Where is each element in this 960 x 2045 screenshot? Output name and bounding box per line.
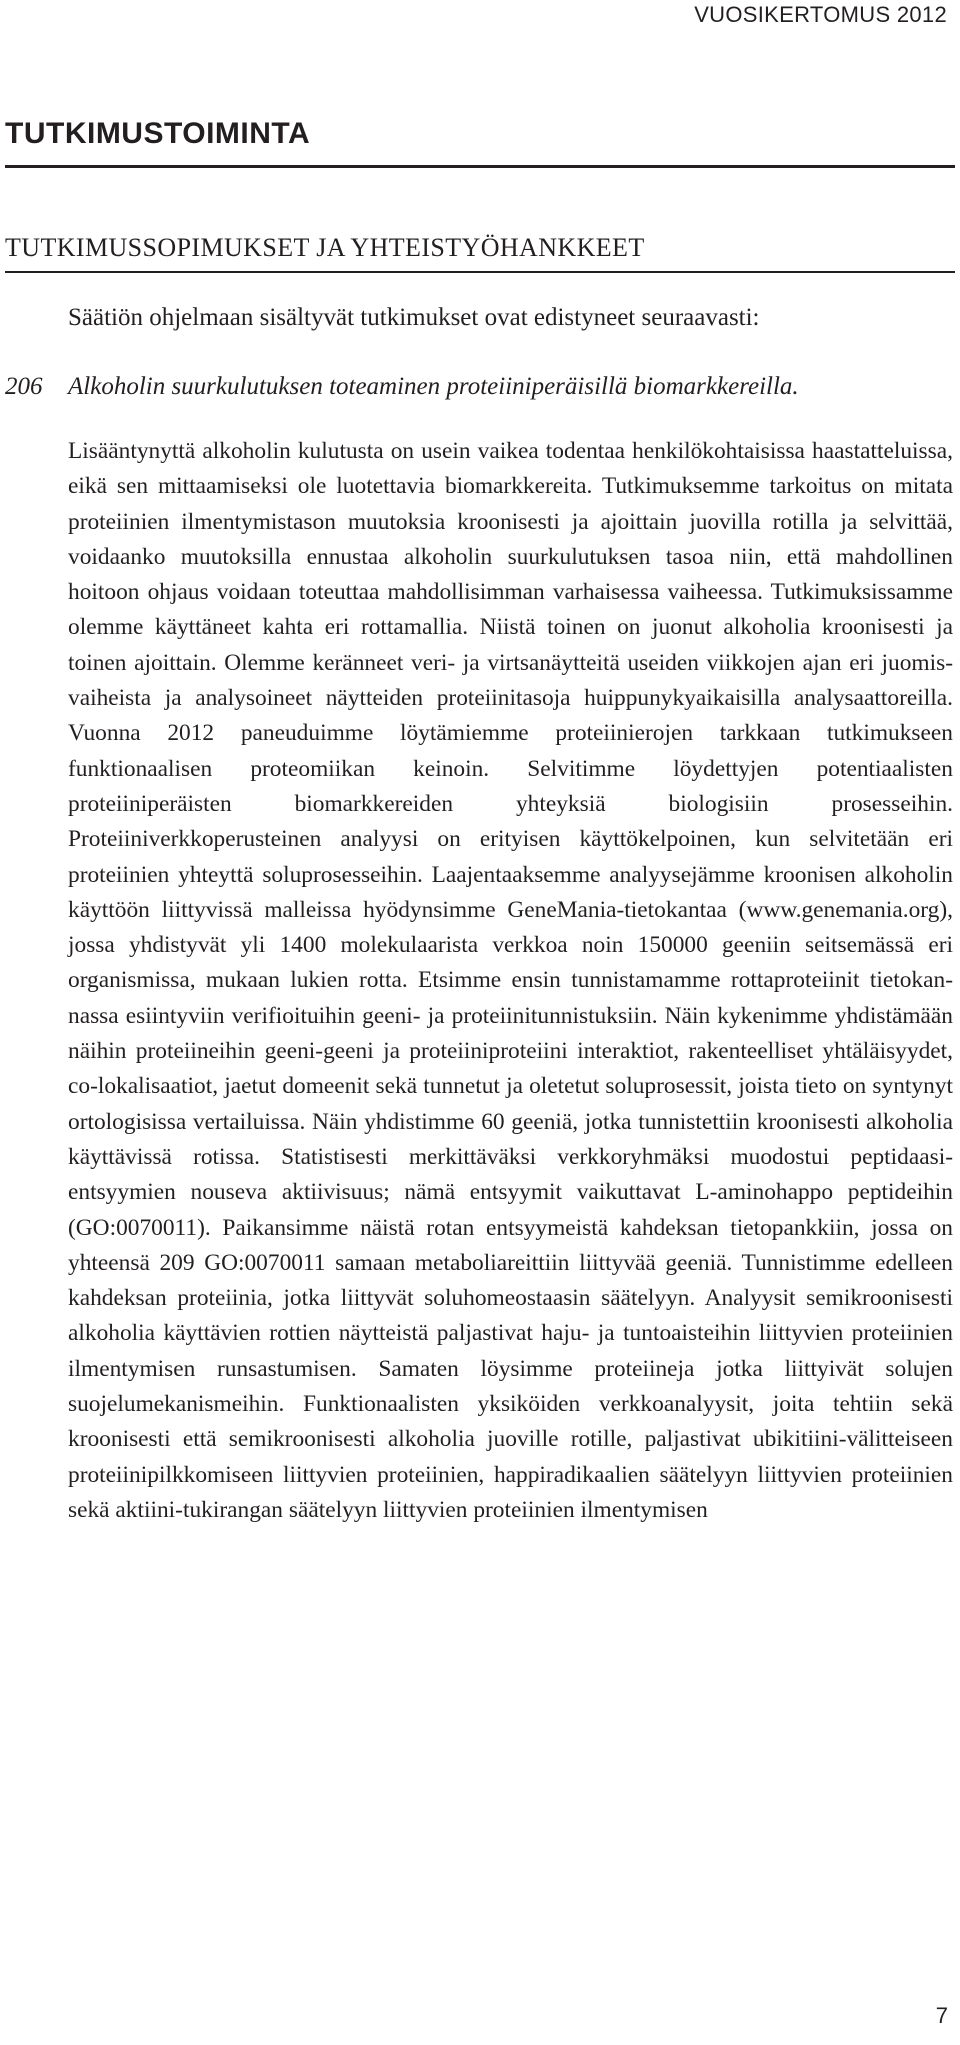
project-title: Alkoholin suurkulutuksen toteaminen proteiiniperäisillä biomarkkereilla. <box>68 373 799 400</box>
running-header: VUOSIKERTOMUS 2012 <box>694 2 947 27</box>
page-number: 7 <box>935 2003 948 2028</box>
project-body-text: Lisääntynyttä alkoholin kulutusta on usein vaikea todentaa henkilökohtaisissa haastatteluissa, eikä sen mittaamiseksi ole luotettavia biomarkkereita. Tutkimuksemme tarkoitus on mitata proteiinien ilmentymistason muutoksia kroonisesti ja ajoittain juovilla rotilla ja selvittää, voidaanko muutoksilla ennustaa alkoholin suurkulutuksen tasoa niin, että mahdollinen hoitoon ohjaus voidaan toteuttaa mahdollisimman varhaisessa vaiheessa. Tutkimuksissamme olemme käyttäneet kahta eri rottamallia. Niistä toinen on juonut alkoholia kroonisesti ja toinen ajoittain. Olemme keränneet veri- ja virtsanäytteitä useiden viikkojen ajan eri juomisvaiheista ja analysoineet näytteiden proteiinitasoja huippunykyaikaisilla analysaattoreilla. Vuonna 2012 paneuduimme löytämiemme proteiinierojen tarkkaan tutkimukseen funktionaalisen proteomiikan keinoin. Selvitimme löydettyjen potentiaalisten proteiiniperäisten biomarkkereiden yhteyksiä biologisiin prosesseihin. Proteiiniverkkoperusteinen analyysi on erityisen käyttökelpoinen, kun selvitetään eri proteiinien yhteyttä soluprosesseihin. Laajentaaksemme analyysejämme kroonisen alkoholin käyttöön liittyvissä malleissa hyödynsimme GeneMania-tietokantaa (www.genemania.org), jossa yhdistyvät yli 1400 molekulaarista verkkoa noin 150000 geeniin seitsemässä eri organismissa, mukaan lukien rotta. Etsimme ensin tunnistamamme rottaproteiinit tietokannassa esiintyviin verifioituihin geeni- ja proteiinitunnistuksiin. Näin kykenimme yhdistämään näihin proteiineihin geeni-geeni ja proteiiniproteiini interaktiot, rakenteelliset yhtäläisyydet, co-lokalisaatiot, jaetut domeenit sekä tunnetut ja oletetut soluprosessit, joista tieto on syntynyt ortologisissa vertailuissa. Näin yhdistimme 60 geeniä, jotka tunnistettiin kroonisesti alkoholia käyttävissä rotissa. Statistisesti merkittäväksi verkkoryhmäksi muodostui peptidaasi-entsyymien nouseva aktiivisuus; nämä entsyymit vaikuttavat L-aminohappo peptideihin (GO:0070011). Paikansimme näistä rotan entsyymeistä kahdeksan tietopankkiin, jossa on yhteensä 209 GO:0070011 samaan metaboliareittiin liittyvää geeniä. Tunnistimme edelleen kahdeksan proteiinia, jotka liittyvät soluhomeostaasin säätelyyn. Analyysit semikroonisesti alkoholia käyttävien rottien näytteistä paljastivat haju- ja tuntoaisteihin liittyvien proteiinien ilmentymisen runsastumisen. Samaten löysimme proteiineja jotka liittyivät solujen suojelumekanismeihin. Funktionaalisten yksiköiden verkkoanalyysit, joita tehtiin sekä kroonisesti että semikroonisesti alkoholia juoville rotille, paljastivat ubikitiini-välitteiseen proteiinipilkkomiseen liittyvien proteiinien, happiradikaalien säätelyyn liittyvien proteiinien sekä aktiini-tukirangan säätelyyn liittyvien proteiinien ilmentymisen <box>68 438 953 1523</box>
intro-paragraph: Säätiön ohjelmaan sisältyvät tutkimukset ovat edistyneet seuraavasti: <box>68 304 760 331</box>
subsection-title-rule <box>5 271 955 273</box>
project-heading <box>5 373 955 401</box>
section-title-rule <box>5 165 955 168</box>
subsection-title: TUTKIMUSSOPIMUKSET JA YHTEISTYÖHANKKEET <box>5 233 645 262</box>
project-number: 206 <box>5 373 43 400</box>
section-title: TUTKIMUSTOIMINTA <box>5 117 311 150</box>
